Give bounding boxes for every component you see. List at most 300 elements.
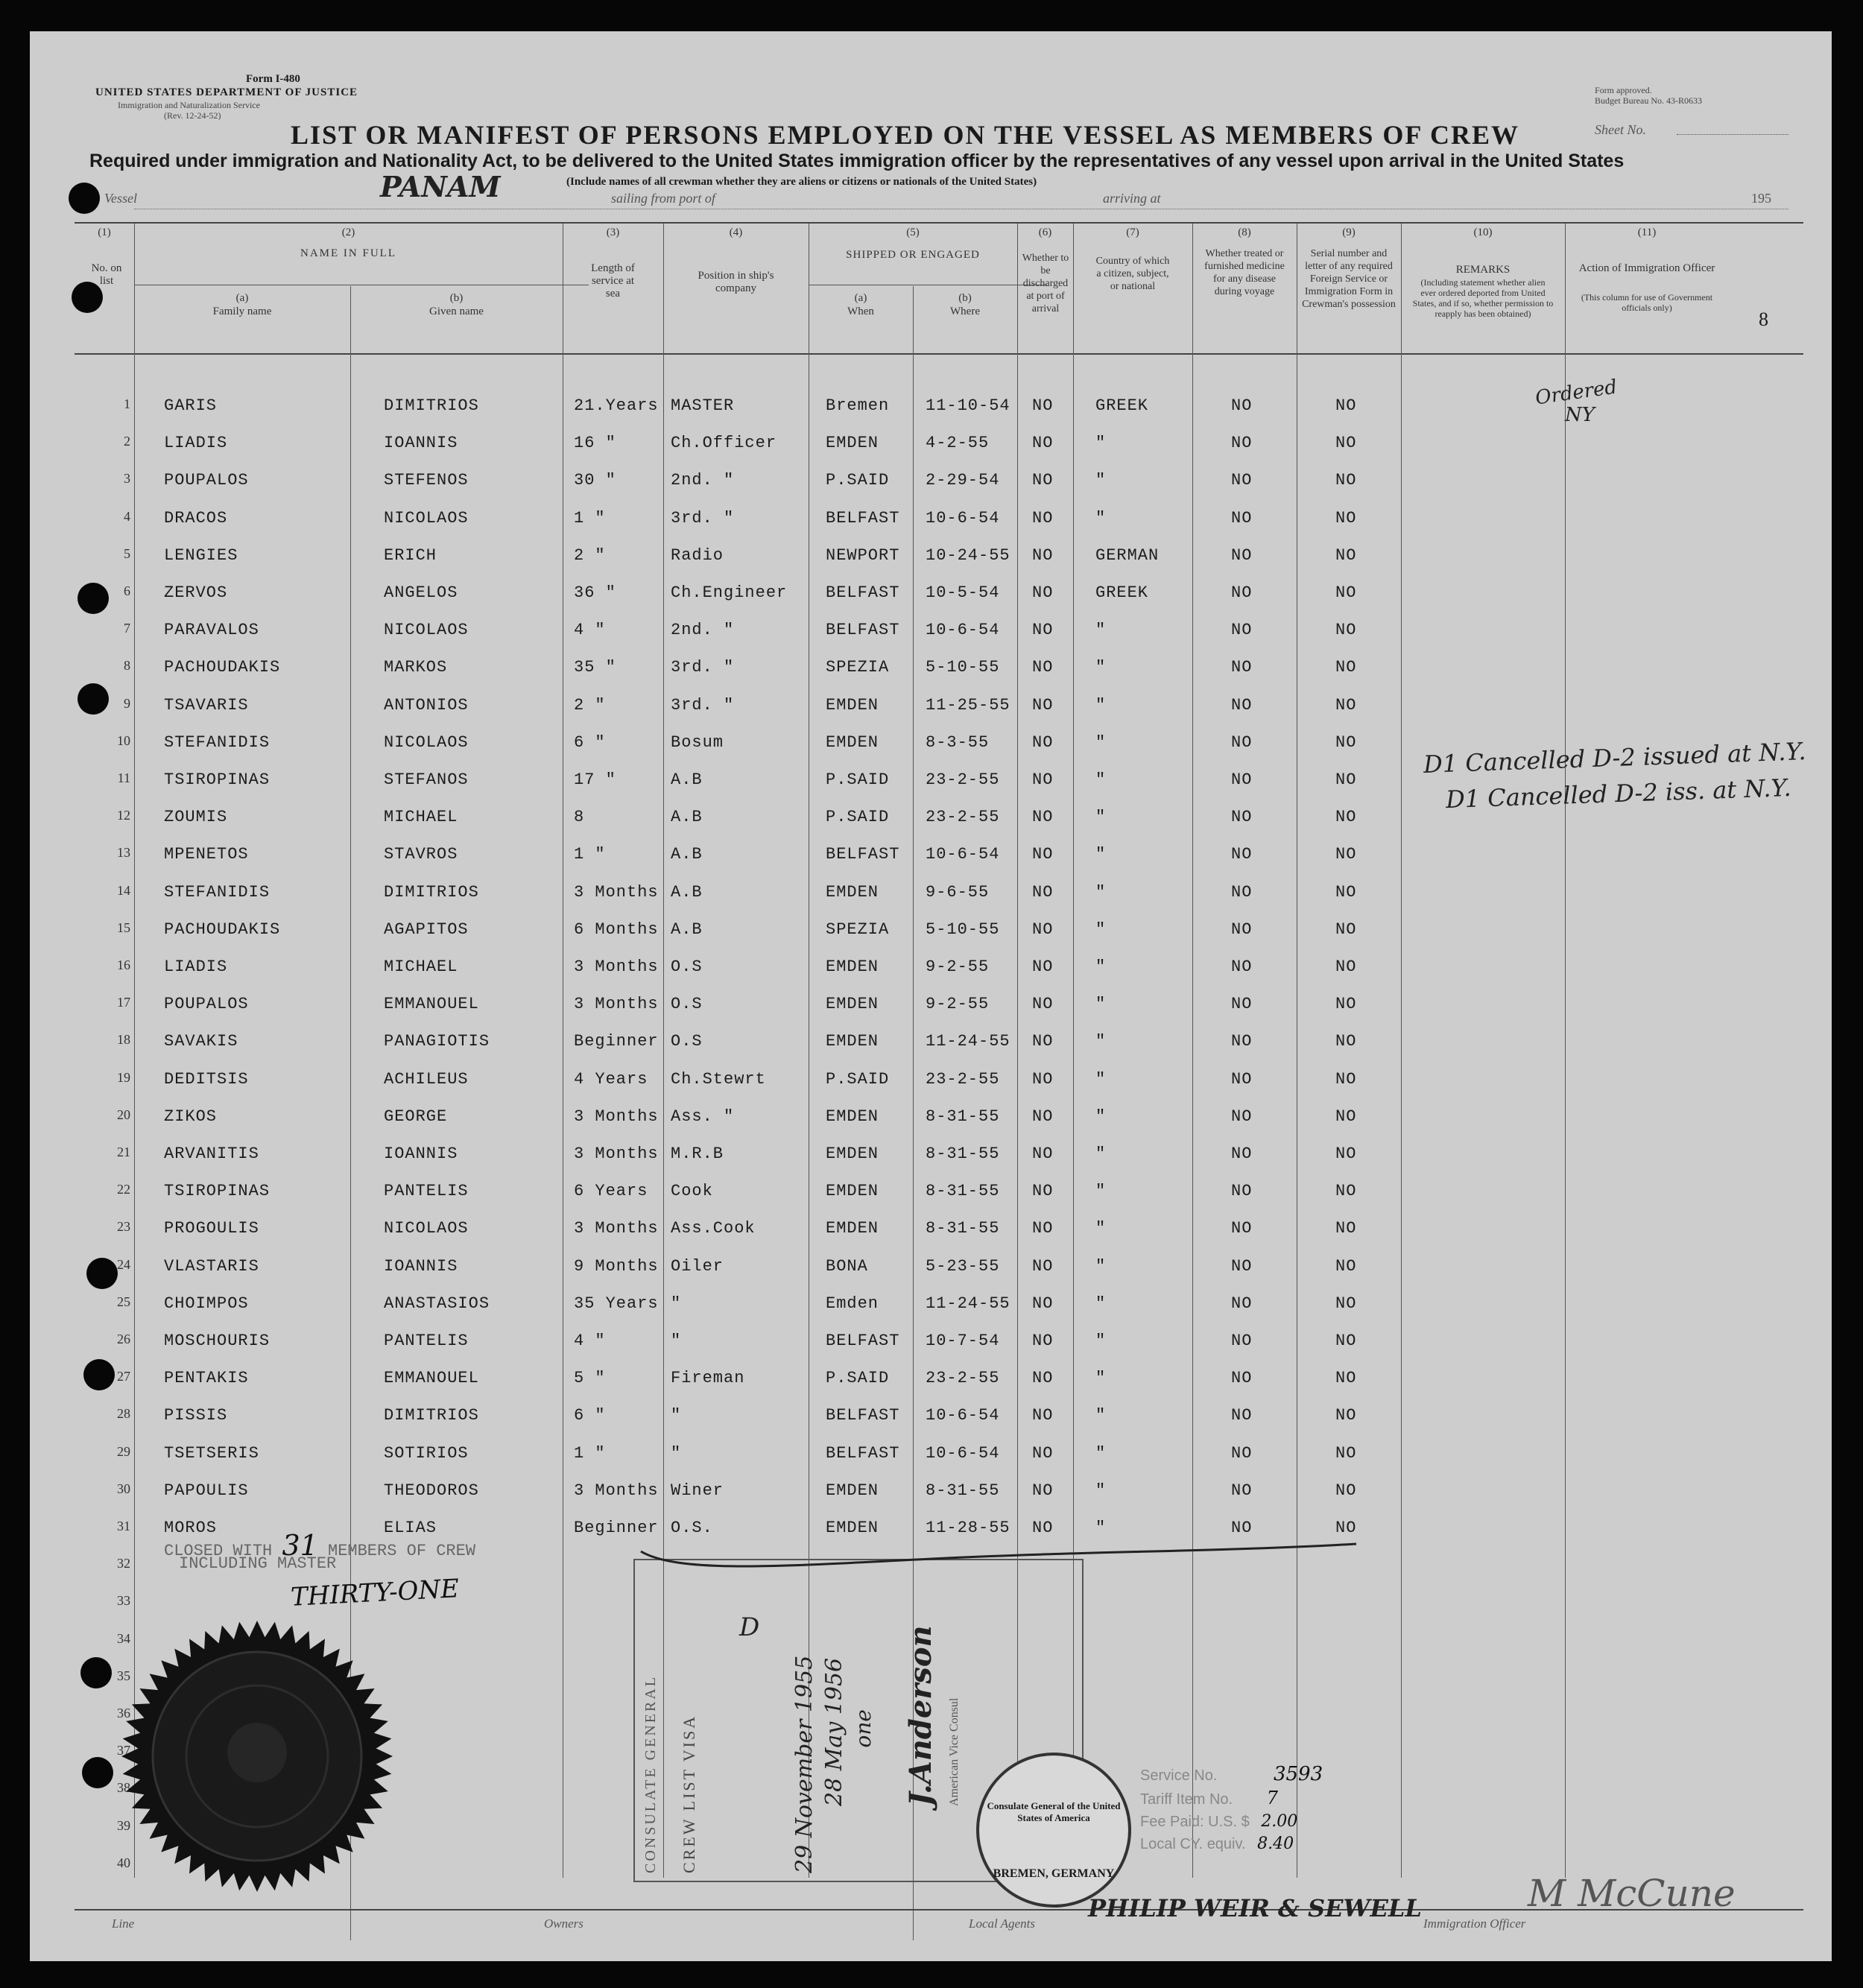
cell-discharged: NO [1032, 808, 1054, 827]
cell-family: ZOUMIS [164, 808, 228, 827]
col-3-number: (3) [606, 227, 620, 238]
sailing-label: sailing from port of [611, 191, 715, 206]
cell-when: SPEZIA [826, 658, 890, 677]
cell-treated: NO [1231, 1107, 1253, 1126]
cell-when: EMDEN [826, 882, 879, 902]
col-7-label: Country of which a citizen, subject, or national [1095, 256, 1170, 292]
cell-given: MARKOS [384, 658, 448, 677]
cell-when: BELFAST [826, 1332, 900, 1350]
row-number: 23 [117, 1219, 130, 1235]
table-row [30, 1284, 1832, 1321]
row-number: 34 [117, 1630, 130, 1646]
cell-where: 11-24-55 [926, 1032, 1010, 1051]
row-number: 3 [124, 471, 130, 487]
manifest-page [30, 31, 1832, 1961]
cell-where: 10-24-55 [926, 545, 1010, 565]
row-number: 6 [124, 583, 130, 598]
cell-discharged: NO [1032, 1256, 1054, 1276]
cell-where: 5-10-55 [926, 658, 1000, 677]
cell-treated: NO [1231, 1369, 1253, 1388]
cell-service: 21.Years [574, 396, 659, 415]
cell-country: " [1095, 471, 1107, 490]
footer-officer-label: Immigration Officer [1423, 1916, 1526, 1931]
cell-position: A.B [671, 845, 703, 864]
sheet-no-field [1677, 134, 1788, 135]
cell-serial: NO [1335, 919, 1357, 939]
cell-service: 30 " [574, 471, 616, 490]
cell-country: " [1095, 621, 1107, 640]
visa-title: CREW LIST VISA [680, 1714, 698, 1873]
closing-line-2: INCLUDING MASTER [179, 1554, 337, 1573]
cell-discharged: NO [1032, 882, 1054, 902]
cell-treated: NO [1231, 919, 1253, 939]
cell-position: M.R.B [671, 1145, 724, 1163]
cell-service: 3 Months [574, 1107, 659, 1126]
cell-position: " [671, 1332, 682, 1350]
cell-where: 11-28-55 [926, 1519, 1010, 1537]
row-number: 11 [117, 770, 130, 785]
cell-discharged: NO [1032, 508, 1054, 528]
punch-hole [80, 1657, 112, 1688]
cell-when: P.SAID [826, 1369, 890, 1388]
cell-when: EMDEN [826, 695, 879, 715]
table-row [30, 536, 1832, 573]
cell-given: ACHILEUS [384, 1069, 469, 1089]
cell-position: O.S [671, 957, 703, 976]
cell-service: 6 Months [574, 919, 659, 939]
cell-serial: NO [1335, 1069, 1357, 1089]
consulate-seal-city: BREMEN, GERMANY [993, 1867, 1115, 1880]
cell-discharged: NO [1032, 919, 1054, 939]
cell-service: 16 " [574, 434, 616, 453]
cell-discharged: NO [1032, 845, 1054, 864]
visa-date-2: 28 May 1956 [821, 1657, 847, 1806]
cell-discharged: NO [1032, 1332, 1054, 1350]
cell-country: " [1095, 1332, 1107, 1350]
closing-text-2: MEMBERS OF CREW [328, 1542, 476, 1560]
col-2-number: (2) [341, 227, 355, 238]
cell-treated: NO [1231, 695, 1253, 715]
cell-where: 4-2-55 [926, 434, 990, 453]
table-row [30, 610, 1832, 648]
cell-country: " [1095, 995, 1107, 1014]
service-no: 3593 [1273, 1763, 1323, 1785]
cell-country: GERMAN [1095, 545, 1160, 565]
cell-family: TSAVARIS [164, 695, 249, 715]
cell-serial: NO [1335, 508, 1357, 528]
col-2a-label: Family name [212, 306, 272, 317]
cell-country: " [1095, 1369, 1107, 1388]
cell-service: 3 Months [574, 1145, 659, 1163]
cell-family: POUPALOS [164, 471, 249, 490]
visa-consulate: CONSULATE GENERAL [642, 1675, 659, 1873]
cell-discharged: NO [1032, 1219, 1054, 1238]
row-number: 36 [117, 1706, 130, 1720]
cell-country: " [1095, 1182, 1107, 1201]
cell-treated: NO [1231, 1332, 1253, 1350]
col-2b-number: (b) [449, 292, 464, 304]
footer-owners-label: Owners [544, 1916, 583, 1931]
cell-when: BELFAST [826, 845, 900, 864]
cell-position: " [671, 1406, 682, 1425]
cell-treated: NO [1231, 845, 1253, 864]
table-row [30, 984, 1832, 1022]
cell-discharged: NO [1032, 695, 1054, 715]
cell-service: 6 " [574, 732, 606, 752]
cell-position: O.S [671, 995, 703, 1014]
cell-serial: NO [1335, 882, 1357, 902]
cell-service: 1 " [574, 1443, 606, 1463]
cell-service: 5 " [574, 1369, 606, 1388]
cell-service: 35 Years [574, 1294, 659, 1313]
cell-where: 10-7-54 [926, 1332, 1000, 1350]
remark-row-12: D1 Cancelled D-2 iss. at N.Y. [1445, 773, 1792, 814]
form-number: Form I-480 [246, 73, 300, 85]
row-number: 1 [124, 396, 130, 411]
cell-service: 9 Months [574, 1256, 659, 1276]
row-number: 39 [117, 1817, 130, 1833]
visa-one: one [851, 1709, 876, 1748]
cell-when: EMDEN [826, 957, 879, 976]
cell-treated: NO [1231, 995, 1253, 1014]
cell-country: " [1095, 658, 1107, 677]
cell-given: STEFANOS [384, 770, 469, 789]
row-number: 8 [124, 658, 130, 674]
cell-when: Bremen [826, 396, 890, 415]
cell-given: GEORGE [384, 1107, 448, 1126]
cell-where: 10-6-54 [926, 621, 1000, 640]
col-2-label: NAME IN FULL [300, 247, 396, 259]
col-5a-label: When [847, 306, 874, 317]
row-number: 25 [117, 1294, 130, 1309]
cell-discharged: NO [1032, 995, 1054, 1014]
cell-position: " [671, 1294, 682, 1313]
cell-serial: NO [1335, 621, 1357, 640]
cell-family: PARAVALOS [164, 621, 259, 640]
footer-line-label: Line [112, 1916, 135, 1931]
cell-given: ANTONIOS [384, 695, 469, 715]
fee-paid: 2.00 [1261, 1812, 1298, 1831]
cell-discharged: NO [1032, 732, 1054, 752]
cell-position: 2nd. " [671, 621, 735, 640]
cell-where: 8-3-55 [926, 732, 990, 752]
cell-where: 8-31-55 [926, 1219, 1000, 1238]
cell-when: Emden [826, 1294, 879, 1313]
cell-service: 8 [574, 808, 585, 827]
table-row [30, 1209, 1832, 1246]
col-11-label: Action of Immigration Officer [1578, 262, 1715, 274]
cell-given: ELIAS [384, 1519, 437, 1537]
punch-hole [86, 1258, 118, 1289]
cell-given: NICOLAOS [384, 508, 469, 528]
cell-country: " [1095, 732, 1107, 752]
cell-discharged: NO [1032, 770, 1054, 789]
row-number: 26 [117, 1332, 130, 1346]
cell-family: CHOIMPOS [164, 1294, 249, 1313]
cell-position: A.B [671, 808, 703, 827]
cell-where: 5-23-55 [926, 1256, 1000, 1276]
cell-given: AGAPITOS [384, 919, 469, 939]
col-5a-number: (a) [854, 292, 867, 304]
table-header-rule [75, 353, 1803, 355]
cell-country: " [1095, 508, 1107, 528]
cell-given: EMMANOUEL [384, 1369, 479, 1388]
cell-treated: NO [1231, 434, 1253, 453]
cell-treated: NO [1231, 1145, 1253, 1163]
consulate-seal-text: Consulate General of the United States of America [987, 1800, 1121, 1823]
table-row [30, 1434, 1832, 1471]
footer-officer-signature: M McCune [1528, 1872, 1736, 1915]
cell-treated: NO [1231, 658, 1253, 677]
row-number: 2 [124, 434, 130, 449]
col-10-number: (10) [1473, 227, 1493, 238]
cell-family: PAPOULIS [164, 1481, 249, 1500]
row-number: 31 [117, 1519, 130, 1533]
cell-given: NICOLAOS [384, 732, 469, 752]
cell-service: 1 " [574, 508, 606, 528]
cell-serial: NO [1335, 1256, 1357, 1276]
cell-serial: NO [1335, 434, 1357, 453]
cell-serial: NO [1335, 1107, 1357, 1126]
cell-serial: NO [1335, 995, 1357, 1014]
table-row [30, 947, 1832, 984]
col-4-label: Position in ship's company [698, 270, 774, 294]
cell-given: MICHAEL [384, 957, 458, 976]
cell-family: VLASTARIS [164, 1256, 259, 1276]
cell-when: EMDEN [826, 1145, 879, 1163]
cell-given: DIMITRIOS [384, 1406, 479, 1425]
cell-treated: NO [1231, 1182, 1253, 1201]
cell-when: EMDEN [826, 732, 879, 752]
cell-family: PROGOULIS [164, 1219, 259, 1238]
service-name: Immigration and Naturalization Service [118, 100, 260, 110]
cell-position: MASTER [671, 396, 735, 415]
cell-where: 9-6-55 [926, 882, 990, 902]
cell-where: 10-6-54 [926, 845, 1000, 864]
closing-count: 31 [282, 1529, 318, 1562]
cell-discharged: NO [1032, 957, 1054, 976]
cell-where: 9-2-55 [926, 995, 990, 1014]
row-number: 4 [124, 508, 130, 524]
cell-where: 10-6-54 [926, 508, 1000, 528]
cell-given: THEODOROS [384, 1481, 479, 1500]
remark-ny: NY [1565, 404, 1595, 426]
row-number: 32 [117, 1556, 130, 1571]
closing-flourish [633, 1536, 1364, 1581]
cell-treated: NO [1231, 396, 1253, 415]
local-equiv: 8.40 [1257, 1835, 1294, 1853]
cell-given: EMMANOUEL [384, 995, 479, 1014]
row-number: 21 [117, 1145, 130, 1159]
cell-serial: NO [1335, 695, 1357, 715]
cell-treated: NO [1231, 770, 1253, 789]
col-2a-number: (a) [235, 292, 249, 304]
col-1-number: (1) [98, 227, 111, 238]
cell-serial: NO [1335, 808, 1357, 827]
cell-when: BELFAST [826, 1443, 900, 1463]
cell-when: EMDEN [826, 1481, 879, 1500]
cell-service: 4 Years [574, 1069, 648, 1089]
cell-country: " [1095, 1069, 1107, 1089]
cell-when: EMDEN [826, 1182, 879, 1201]
cell-treated: NO [1231, 1519, 1253, 1537]
cell-where: 8-31-55 [926, 1481, 1000, 1500]
table-row [30, 1022, 1832, 1059]
cell-family: MPENETOS [164, 845, 249, 864]
cell-when: SPEZIA [826, 919, 890, 939]
col-4-number: (4) [729, 227, 743, 238]
cell-when: P.SAID [826, 1069, 890, 1089]
cell-country: " [1095, 1294, 1107, 1313]
cell-given: DIMITRIOS [384, 882, 479, 902]
punch-hole [78, 683, 109, 715]
page-mark: 8 [1759, 308, 1768, 330]
cell-family: POUPALOS [164, 995, 249, 1014]
cell-country: GREEK [1095, 396, 1149, 415]
cell-discharged: NO [1032, 1032, 1054, 1051]
punch-hole [82, 1757, 113, 1788]
cell-family: TSIROPINAS [164, 1182, 271, 1201]
cell-serial: NO [1335, 1481, 1357, 1500]
col-9-label: Serial number and letter of any required Foreign Service or Immigration Form in Crewman's possession [1302, 248, 1396, 310]
cell-treated: NO [1231, 583, 1253, 602]
row-number: 9 [124, 695, 130, 711]
table-row [30, 648, 1832, 685]
sheet-no-label: Sheet No. [1595, 122, 1646, 137]
table-row [30, 835, 1832, 872]
visa-class: D [739, 1612, 760, 1642]
cell-service: 3 Months [574, 995, 659, 1014]
cell-position: 3rd. " [671, 695, 735, 715]
cell-given: ANASTASIOS [384, 1294, 490, 1313]
cell-family: ZERVOS [164, 583, 228, 602]
cell-position: Radio [671, 545, 724, 565]
cell-country: " [1095, 882, 1107, 902]
col-6-number: (6) [1038, 227, 1052, 238]
cell-position: Ass. " [671, 1107, 735, 1126]
col-8-label: Whether treated or furnished medicine for any disease during voyage [1204, 248, 1285, 297]
cell-family: MOSCHOURIS [164, 1332, 271, 1350]
cell-where: 9-2-55 [926, 957, 990, 976]
cell-family: ZIKOS [164, 1107, 218, 1126]
cell-where: 23-2-55 [926, 808, 1000, 827]
col-8-number: (8) [1238, 227, 1251, 238]
cell-position: A.B [671, 882, 703, 902]
col-5b-number: (b) [958, 292, 972, 304]
cell-discharged: NO [1032, 1481, 1054, 1500]
cell-discharged: NO [1032, 1294, 1054, 1313]
cell-family: LIADIS [164, 434, 228, 453]
visa-signature: J.Anderson [903, 1625, 938, 1806]
cell-where: 10-6-54 [926, 1406, 1000, 1425]
cell-serial: NO [1335, 957, 1357, 976]
cell-when: BELFAST [826, 621, 900, 640]
cell-serial: NO [1335, 1406, 1357, 1425]
col-11-number: (11) [1637, 227, 1657, 238]
cell-family: DEDITSIS [164, 1069, 249, 1089]
cell-country: " [1095, 695, 1107, 715]
cell-where: 10-5-54 [926, 583, 1000, 602]
cell-when: BELFAST [826, 508, 900, 528]
col-10-label: REMARKS [1455, 264, 1511, 276]
cell-discharged: NO [1032, 434, 1054, 453]
col-5b-label: Where [950, 306, 980, 317]
cell-discharged: NO [1032, 1406, 1054, 1425]
cell-family: SAVAKIS [164, 1032, 238, 1051]
cell-country: " [1095, 770, 1107, 789]
cell-family: LIADIS [164, 957, 228, 976]
cell-where: 8-31-55 [926, 1182, 1000, 1201]
cell-treated: NO [1231, 1032, 1253, 1051]
punch-hole [72, 282, 103, 313]
cell-serial: NO [1335, 1032, 1357, 1051]
cell-service: 3 Months [574, 957, 659, 976]
cell-position: Fireman [671, 1369, 745, 1388]
row-number: 15 [117, 919, 130, 935]
revision: (Rev. 12-24-52) [164, 110, 221, 121]
row-number: 14 [117, 882, 130, 898]
cell-position: Ch.Engineer [671, 583, 788, 602]
cell-when: EMDEN [826, 1219, 879, 1238]
cell-service: Beginner [574, 1032, 659, 1051]
cell-when: EMDEN [826, 1519, 879, 1537]
row-number: 33 [117, 1593, 130, 1609]
col-1-label: No. on list [91, 262, 122, 287]
cell-where: 23-2-55 [926, 1069, 1000, 1089]
cell-serial: NO [1335, 1332, 1357, 1350]
row-number: 35 [117, 1668, 130, 1683]
cell-given: IOANNIS [384, 1256, 458, 1276]
table-row [30, 423, 1832, 460]
punch-hole [78, 583, 109, 614]
cell-when: EMDEN [826, 1107, 879, 1126]
cell-discharged: NO [1032, 1182, 1054, 1201]
cell-country: " [1095, 1481, 1107, 1500]
cell-discharged: NO [1032, 583, 1054, 602]
cell-serial: NO [1335, 1219, 1357, 1238]
cell-treated: NO [1231, 1219, 1253, 1238]
cell-given: IOANNIS [384, 434, 458, 453]
cell-position: 3rd. " [671, 658, 735, 677]
visa-role: American Vice Consul [948, 1697, 961, 1806]
cell-country: " [1095, 957, 1107, 976]
cell-country: " [1095, 1406, 1107, 1425]
cell-family: PENTAKIS [164, 1369, 249, 1388]
cell-discharged: NO [1032, 1443, 1054, 1463]
cell-service: Beginner [574, 1519, 659, 1537]
cell-country: " [1095, 845, 1107, 864]
cell-given: ERICH [384, 545, 437, 565]
cell-where: 8-31-55 [926, 1107, 1000, 1126]
cell-treated: NO [1231, 957, 1253, 976]
cell-service: 2 " [574, 545, 606, 565]
table-top-rule [75, 222, 1803, 224]
visa-date-1: 29 November 1955 [791, 1655, 817, 1873]
cell-family: STEFANIDIS [164, 732, 271, 752]
table-row [30, 1471, 1832, 1508]
table-row [30, 1247, 1832, 1284]
row-number: 16 [117, 957, 130, 972]
cell-given: MICHAEL [384, 808, 458, 827]
cell-position: 2nd. " [671, 471, 735, 490]
cell-when: P.SAID [826, 808, 890, 827]
row-number: 13 [117, 845, 130, 861]
cell-position: Winer [671, 1481, 724, 1500]
table-row [30, 1134, 1832, 1171]
cell-position: A.B [671, 770, 703, 789]
cell-given: SOTIRIOS [384, 1443, 469, 1463]
cell-given: ANGELOS [384, 583, 458, 602]
